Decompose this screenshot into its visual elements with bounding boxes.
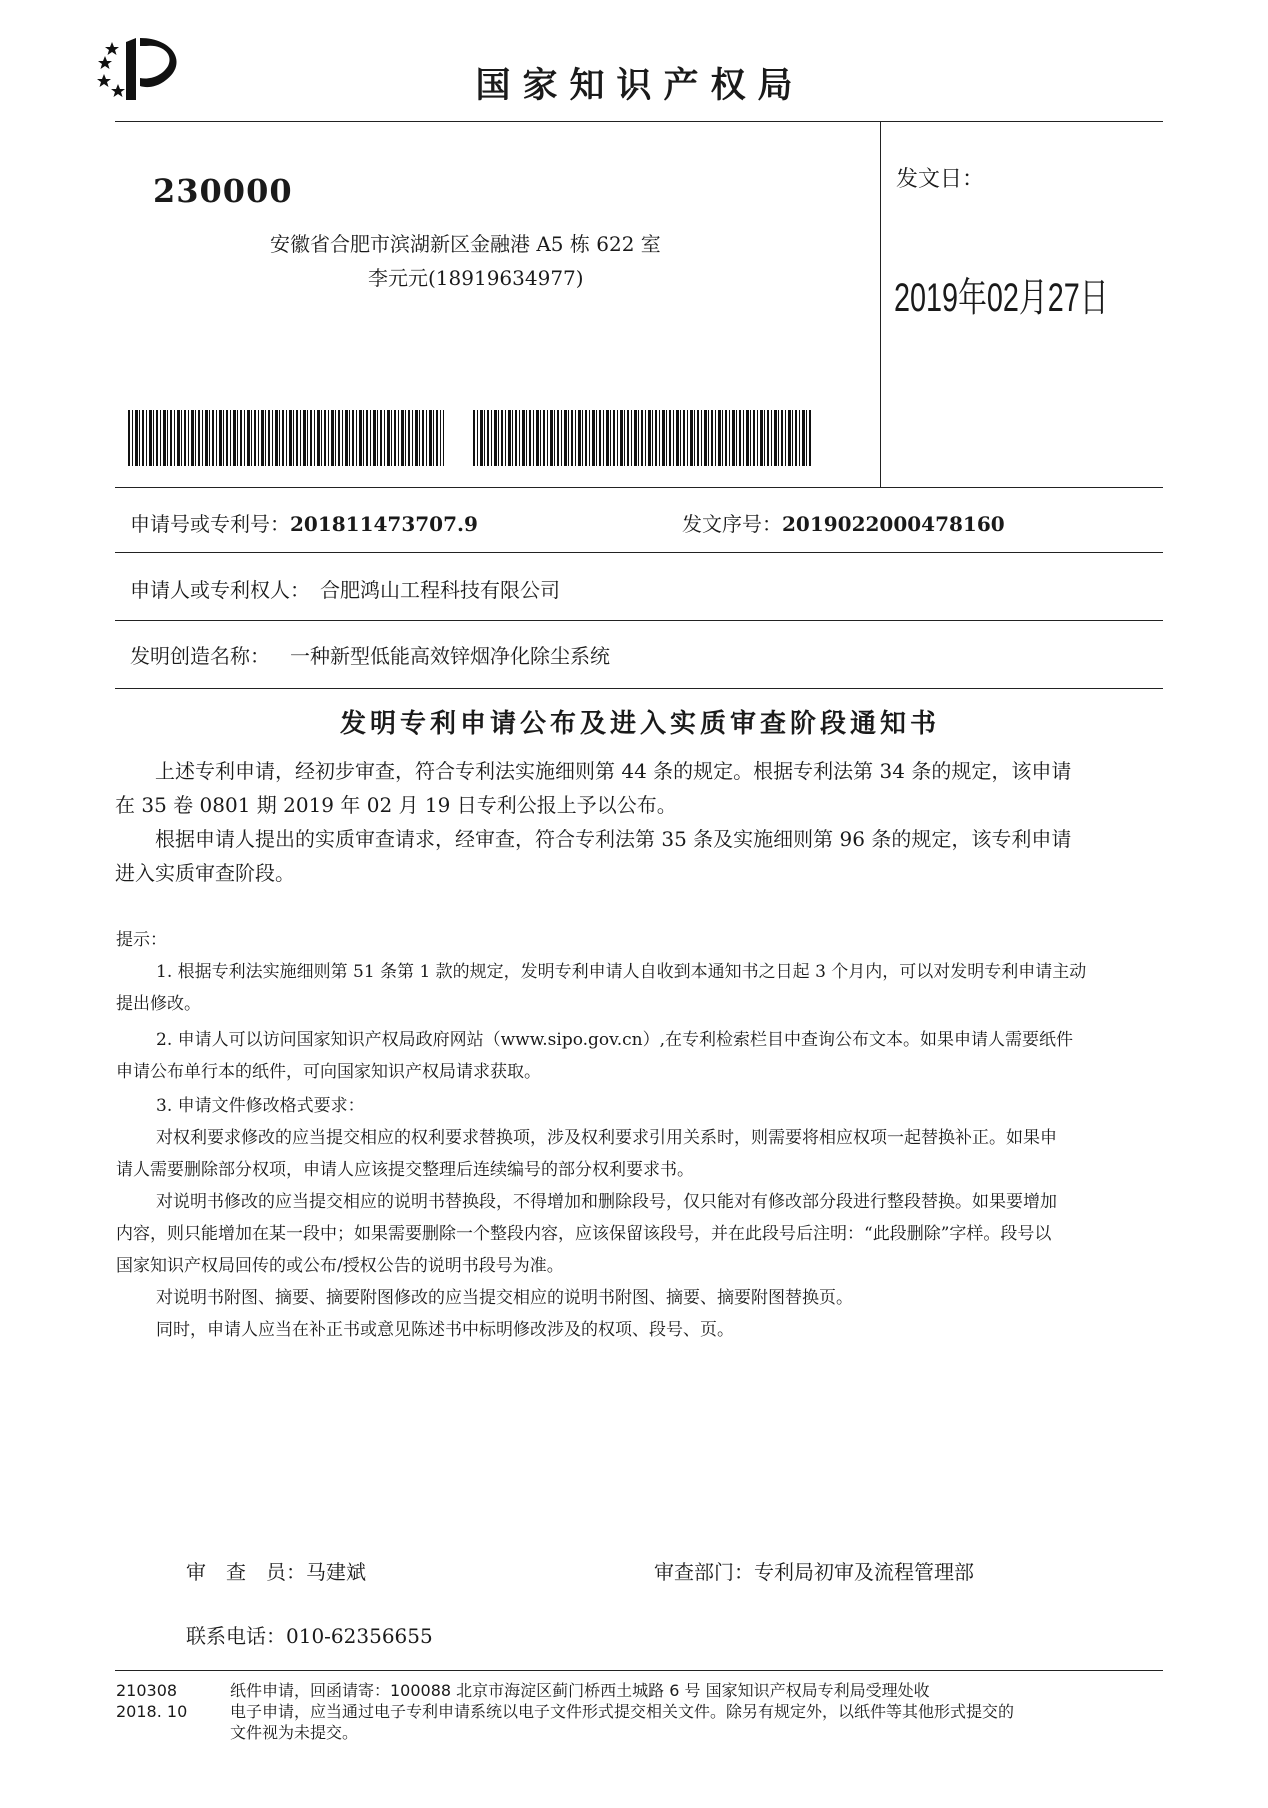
org-name: 国家知识产权局: [475, 66, 805, 106]
cnipa-logo-icon: [96, 34, 192, 104]
header-rule: [115, 121, 1163, 122]
notice-p1-line2: 在 35 卷 0801 期 2019 年 02 月 19 日专利公报上予以公布。: [115, 793, 677, 817]
rule-1: [115, 487, 1163, 488]
notice-p2-line1: 根据申请人提出的实质审查请求，经审查，符合专利法第 35 条及实施细则第 96 条的规定，该专利申请: [155, 827, 1072, 851]
form-code: 210308: [116, 1681, 178, 1700]
tip-3d-line1: 同时，申请人应当在补正书或意见陈述书中标明修改涉及的权项、段号、页。: [156, 1320, 734, 1340]
footer-text: [230, 1680, 1170, 1743]
footer-line3: 文件视为未提交。: [230, 1723, 359, 1742]
tip-3a-line1: 对权利要求修改的应当提交相应的权利要求替换项，涉及权利要求引用关系时，则需要将相应权项一起替换补正。如果申: [156, 1128, 1057, 1148]
dept-label: 审查部门：: [654, 1560, 754, 1584]
dept-row: [654, 1556, 974, 1585]
examiner: 马建斌: [306, 1560, 366, 1584]
examiner-label: 审 查 员：: [186, 1560, 306, 1584]
barcode-right: [473, 410, 811, 466]
tip-3a-line2: 请人需要删除部分权项，申请人应该提交整理后连续编号的部分权利要求书。: [116, 1160, 694, 1180]
applicant-label: 申请人或专利权人：: [130, 578, 310, 602]
tip-2-line2: 申请公布单行本的纸件，可向国家知识产权局请求获取。: [116, 1062, 541, 1082]
tip-2-line1: 2. 申请人可以访问国家知识产权局政府网站（www.sipo.gov.cn）,在专利检索栏目中查询公布文本。如果申请人需要纸件: [156, 1030, 1074, 1050]
tip-3b-line1: 对说明书修改的应当提交相应的说明书替换段，不得增加和删除段号，仅只能对有修改部分段进行整段替换。如果要增加: [156, 1192, 1057, 1212]
notice-p2-line2: 进入实质审查阶段。: [115, 861, 295, 885]
invention-row: [130, 640, 610, 669]
serial-no-row: [682, 508, 1005, 537]
invention-label: 发明创造名称：: [130, 644, 270, 668]
barcode-left: [128, 410, 444, 466]
recipient-contact: 李元元(18919634977): [368, 266, 584, 290]
tip-2: [116, 1024, 1166, 1088]
examiner-row: [186, 1556, 366, 1585]
tip-3-heading: 3. 申请文件修改格式要求：: [156, 1096, 365, 1116]
issue-date: 2019年02月27日: [894, 276, 1109, 320]
application-no-label: 申请号或专利号：: [130, 512, 290, 536]
rule-2: [115, 552, 1163, 553]
phone-label: 联系电话：: [186, 1624, 286, 1648]
application-no: 201811473707.9: [290, 512, 478, 536]
tip-1-line2: 提出修改。: [116, 994, 201, 1014]
form-date: 2018. 10: [116, 1702, 188, 1721]
tip-1-line1: 1. 根据专利法实施细则第 51 条第 1 款的规定，发明专利申请人自收到本通知书之日起 3 个月内，可以对发明专利申请主动: [156, 962, 1087, 982]
serial-no-label: 发文序号：: [682, 512, 782, 536]
applicant: 合肥鸿山工程科技有限公司: [320, 578, 560, 602]
notice-p1-line1: 上述专利申请，经初步审查，符合专利法实施细则第 44 条的规定。根据专利法第 34 条的规定，该申请: [155, 759, 1072, 783]
notice-paragraph-2: [115, 822, 1165, 890]
postcode: 230000: [153, 172, 293, 210]
recipient-address: 安徽省合肥市滨湖新区金融港 A5 栋 622 室: [270, 232, 661, 256]
issue-divider: [880, 122, 881, 487]
serial-no: 2019022000478160: [782, 512, 1005, 536]
footer-line2: 电子申请，应当通过电子专利申请系统以电子文件形式提交相关文件。除另有规定外，以纸件等其他形式提交的: [230, 1702, 1015, 1721]
tip-3b-line3: 国家知识产权局回传的或公布/授权公告的说明书段号为准。: [116, 1256, 564, 1276]
dept: 专利局初审及流程管理部: [754, 1560, 974, 1584]
rule-3: [115, 620, 1163, 621]
footer-rule: [115, 1670, 1163, 1671]
tip-1: [116, 956, 1166, 1020]
phone: 010-62356655: [286, 1624, 433, 1648]
application-no-row: [130, 508, 478, 537]
invention: 一种新型低能高效锌烟净化除尘系统: [290, 644, 610, 668]
tip-3: [116, 1090, 1166, 1346]
tip-3b-line2: 内容，则只能增加在某一段中；如果需要删除一个整段内容，应该保留该段号，并在此段号后注明：“此段删除”字样。段号以: [116, 1224, 1052, 1244]
tip-3c-line1: 对说明书附图、摘要、摘要附图修改的应当提交相应的说明书附图、摘要、摘要附图替换页。: [156, 1288, 853, 1308]
footer-line1: 纸件申请，回函请寄：100088 北京市海淀区蓟门桥西土城路 6 号 国家知识产权局专利局受理处收: [230, 1681, 930, 1700]
issue-date-label: 发文日：: [896, 167, 985, 192]
notice-paragraph-1: [115, 754, 1165, 822]
phone-row: [186, 1620, 433, 1649]
notice-title: 发明专利申请公布及进入实质审查阶段通知书: [339, 709, 940, 739]
tips-heading: 提示：: [116, 930, 167, 950]
applicant-row: [130, 574, 560, 603]
rule-4: [115, 688, 1163, 689]
